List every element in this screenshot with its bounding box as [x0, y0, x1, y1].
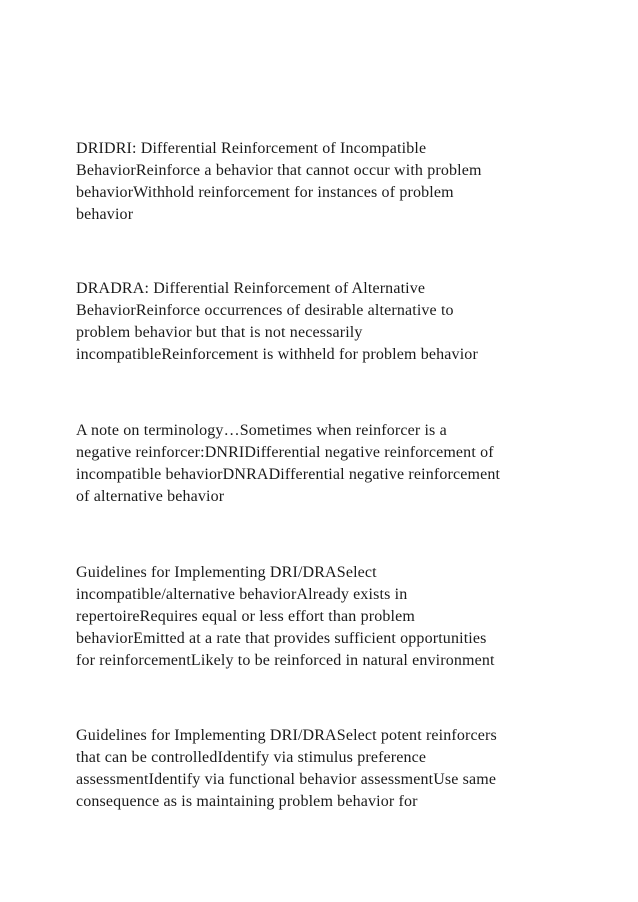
paragraph-dra: DRADRA: Differential Reinforcement of Alternative BehaviorReinforce occurrences of desirable alternative to problem behavior but that is not necessarily incompatibleReinforcement is withheld for problem behavior [76, 280, 478, 363]
paragraph-terminology-note: A note on terminology…Sometimes when reinforcer is a negative reinforcer:DNRIDifferential negative reinforcement of incompatible behaviorDNRADifferential negative reinforcement of alternative behavior [76, 422, 501, 505]
paragraph-dri: DRIDRI: Differential Reinforcement of Incompatible BehaviorReinforce a behavior that cannot occur with problem behaviorWithhold reinforcement for instances of problem behavior [76, 140, 482, 223]
paragraph-guidelines-behavior: Guidelines for Implementing DRI/DRASelect incompatible/alternative behaviorAlready exists in repertoireRequires equal or less effort than problem behaviorEmitted at a rate that provides sufficient opportunities for reinforcementLikely to be reinforced in natural environment [76, 564, 495, 669]
paragraph-guidelines-reinforcers: Guidelines for Implementing DRI/DRASelect potent reinforcers that can be controlledIdentify via stimulus preference assessmentIdentify via functional behavior assessmentUse same consequence as is maintaining problem behavior for [76, 727, 497, 810]
